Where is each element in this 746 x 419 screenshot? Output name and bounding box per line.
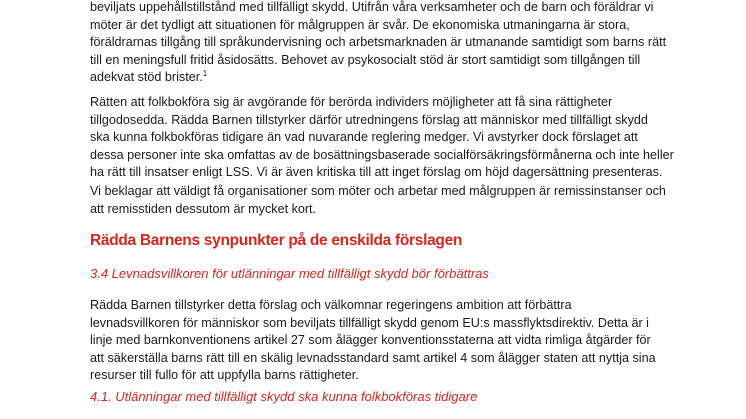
text-line: möter är det tydligt att situationen för målgruppen är svår. De ekonomiska utmaningarna är stora,: [90, 17, 630, 32]
text-line: tillgodosedda. Rädda Barnen tillstyrker därför utredningens förslag att människor med tillfälligt skydd: [90, 112, 648, 127]
text-line: Vi beklagar att väldigt få organisationer som möter och arbetar med målgruppen är remissinstanser och: [90, 184, 666, 198]
text-line: ska kunna folkbokföras tidigare än vad nuvarande reglering medger. Vi avstyrker dock förslaget att: [90, 130, 638, 145]
text-line: Rädda Barnen tillstyrker detta förslag och välkomnar regeringens ambition att förbättra: [90, 298, 572, 312]
text-line: linje med barnkonventionens artikel 27 som ålägger konventionsstaterna att vidta rimliga åtgärder för: [90, 333, 651, 348]
text-line: till en meningsfull fritid åsidosätts. Behovet av psykosocialt stöd är stort samtidigt som tillgången till: [90, 52, 641, 67]
registration-paragraph: [90, 94, 690, 182]
text-line: Rätten att folkbokföra sig är avgörande för berörda individers möjligheter att få sina rättigheter: [90, 95, 613, 109]
text-fragment: adekvat stöd brister.: [90, 70, 203, 85]
text-line: att säkerställa barns rätt till en skälig levnadsstandard samt artikel 4 som ålägger staten att nyttja sina: [90, 350, 656, 365]
text-line: föräldrarnas tillgång till språkundervisning och arbetsmarknaden är utmanande samtidigt som barns rätt: [90, 35, 667, 50]
text-line: dessa personer inte ska omfattas av de bosättningsbaserade socialförsäkringsförmånerna och inte heller: [90, 147, 674, 162]
text-line: [90, 69, 690, 87]
text-line: beviljats uppehållstillstånd med tillfälligt skydd. Utifrån våra verksamheter och de barn och föräldrar vi: [90, 0, 654, 14]
subsection-heading-3-4: 3.4 Levnadsvillkoren för utlänningar med tillfälligt skydd bör förbättras: [90, 266, 489, 281]
section-heading: Rädda Barnens synpunkter på de enskilda förslagen: [90, 232, 463, 249]
text-line: ha rätt till insatser enligt LSS. Vi är även kritiska till att inget förslag om höjd dagersättning presenteras.: [90, 165, 663, 180]
intro-paragraph: [90, 0, 690, 87]
text-line: levnadsvillkoren för människor som beviljats tillfälligt skydd genom EU:s massflyktsdirektiv. Detta är i: [90, 315, 649, 330]
subsection-heading-4-1: 4.1. Utlänningar med tillfälligt skydd ska kunna folkbokföras tidigare: [90, 389, 478, 404]
text-line: att remisstiden dessutom är mycket kort.: [90, 201, 317, 216]
text-line: resurser till fullo för att uppfylla barns rättigheter.: [90, 368, 359, 383]
subsection-3-4-paragraph: [90, 297, 690, 385]
footnote-marker[interactable]: 1: [202, 69, 208, 79]
consultation-paragraph: [90, 183, 690, 218]
